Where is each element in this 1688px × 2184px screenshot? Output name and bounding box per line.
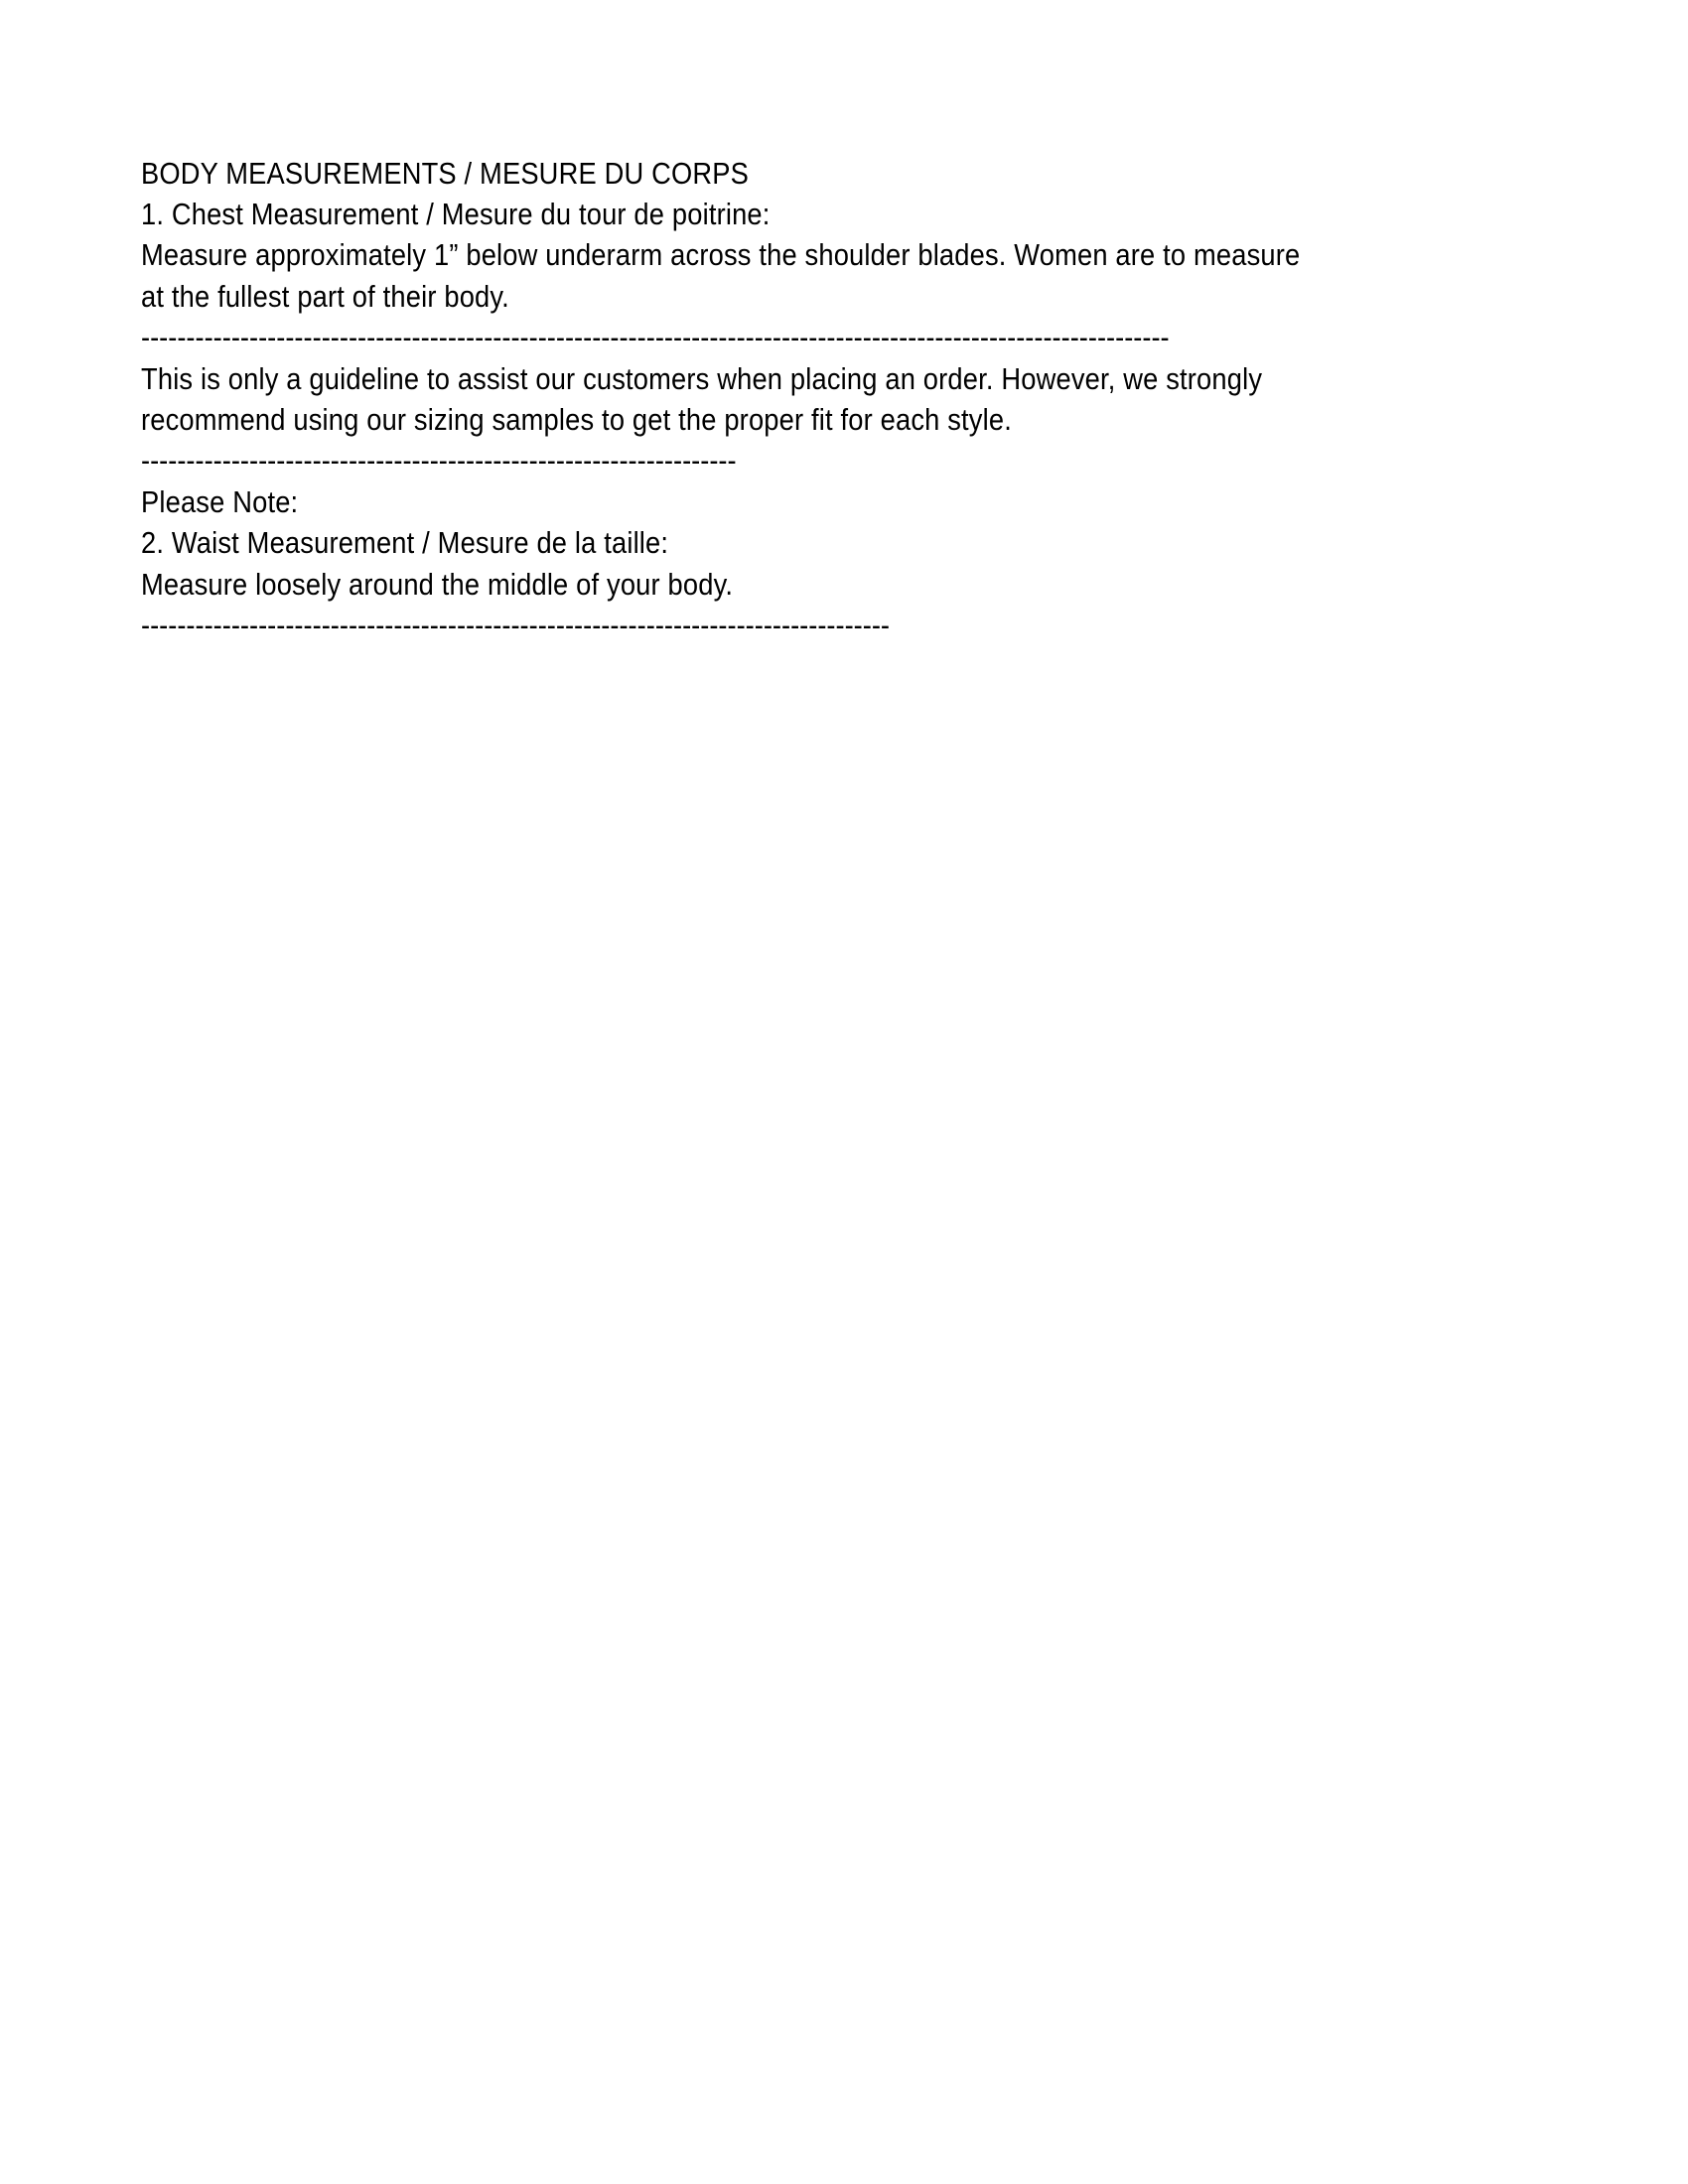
section1-body-line2: at the fullest part of their body. [141, 278, 509, 314]
document-text-block [141, 153, 1459, 646]
please-note-label: Please Note: [141, 483, 299, 519]
document-title: BODY MEASUREMENTS / MESURE DU CORPS [141, 155, 749, 191]
section2-body: Measure loosely around the middle of your body. [141, 566, 734, 602]
guideline-note-line2: recommend using our sizing samples to get the proper fit for each style. [141, 401, 1012, 437]
section1-body-line1: Measure approximately 1” below underarm across the shoulder blades. Women are to measure [141, 237, 1301, 273]
section1-heading: 1. Chest Measurement / Mesure du tour de poitrine: [141, 196, 771, 231]
section2-heading: 2. Waist Measurement / Mesure de la taille: [141, 525, 669, 561]
dashed-separator-3: ----------------------------------------------------------------------------------- [141, 607, 891, 642]
dashed-separator-2: ------------------------------------------------------------------ [141, 443, 737, 478]
dashed-separator-1: ------------------------------------------------------------------------------------------------------------------ [141, 320, 1170, 355]
guideline-note-line1: This is only a guideline to assist our customers when placing an order. However, we strongly [141, 360, 1263, 396]
